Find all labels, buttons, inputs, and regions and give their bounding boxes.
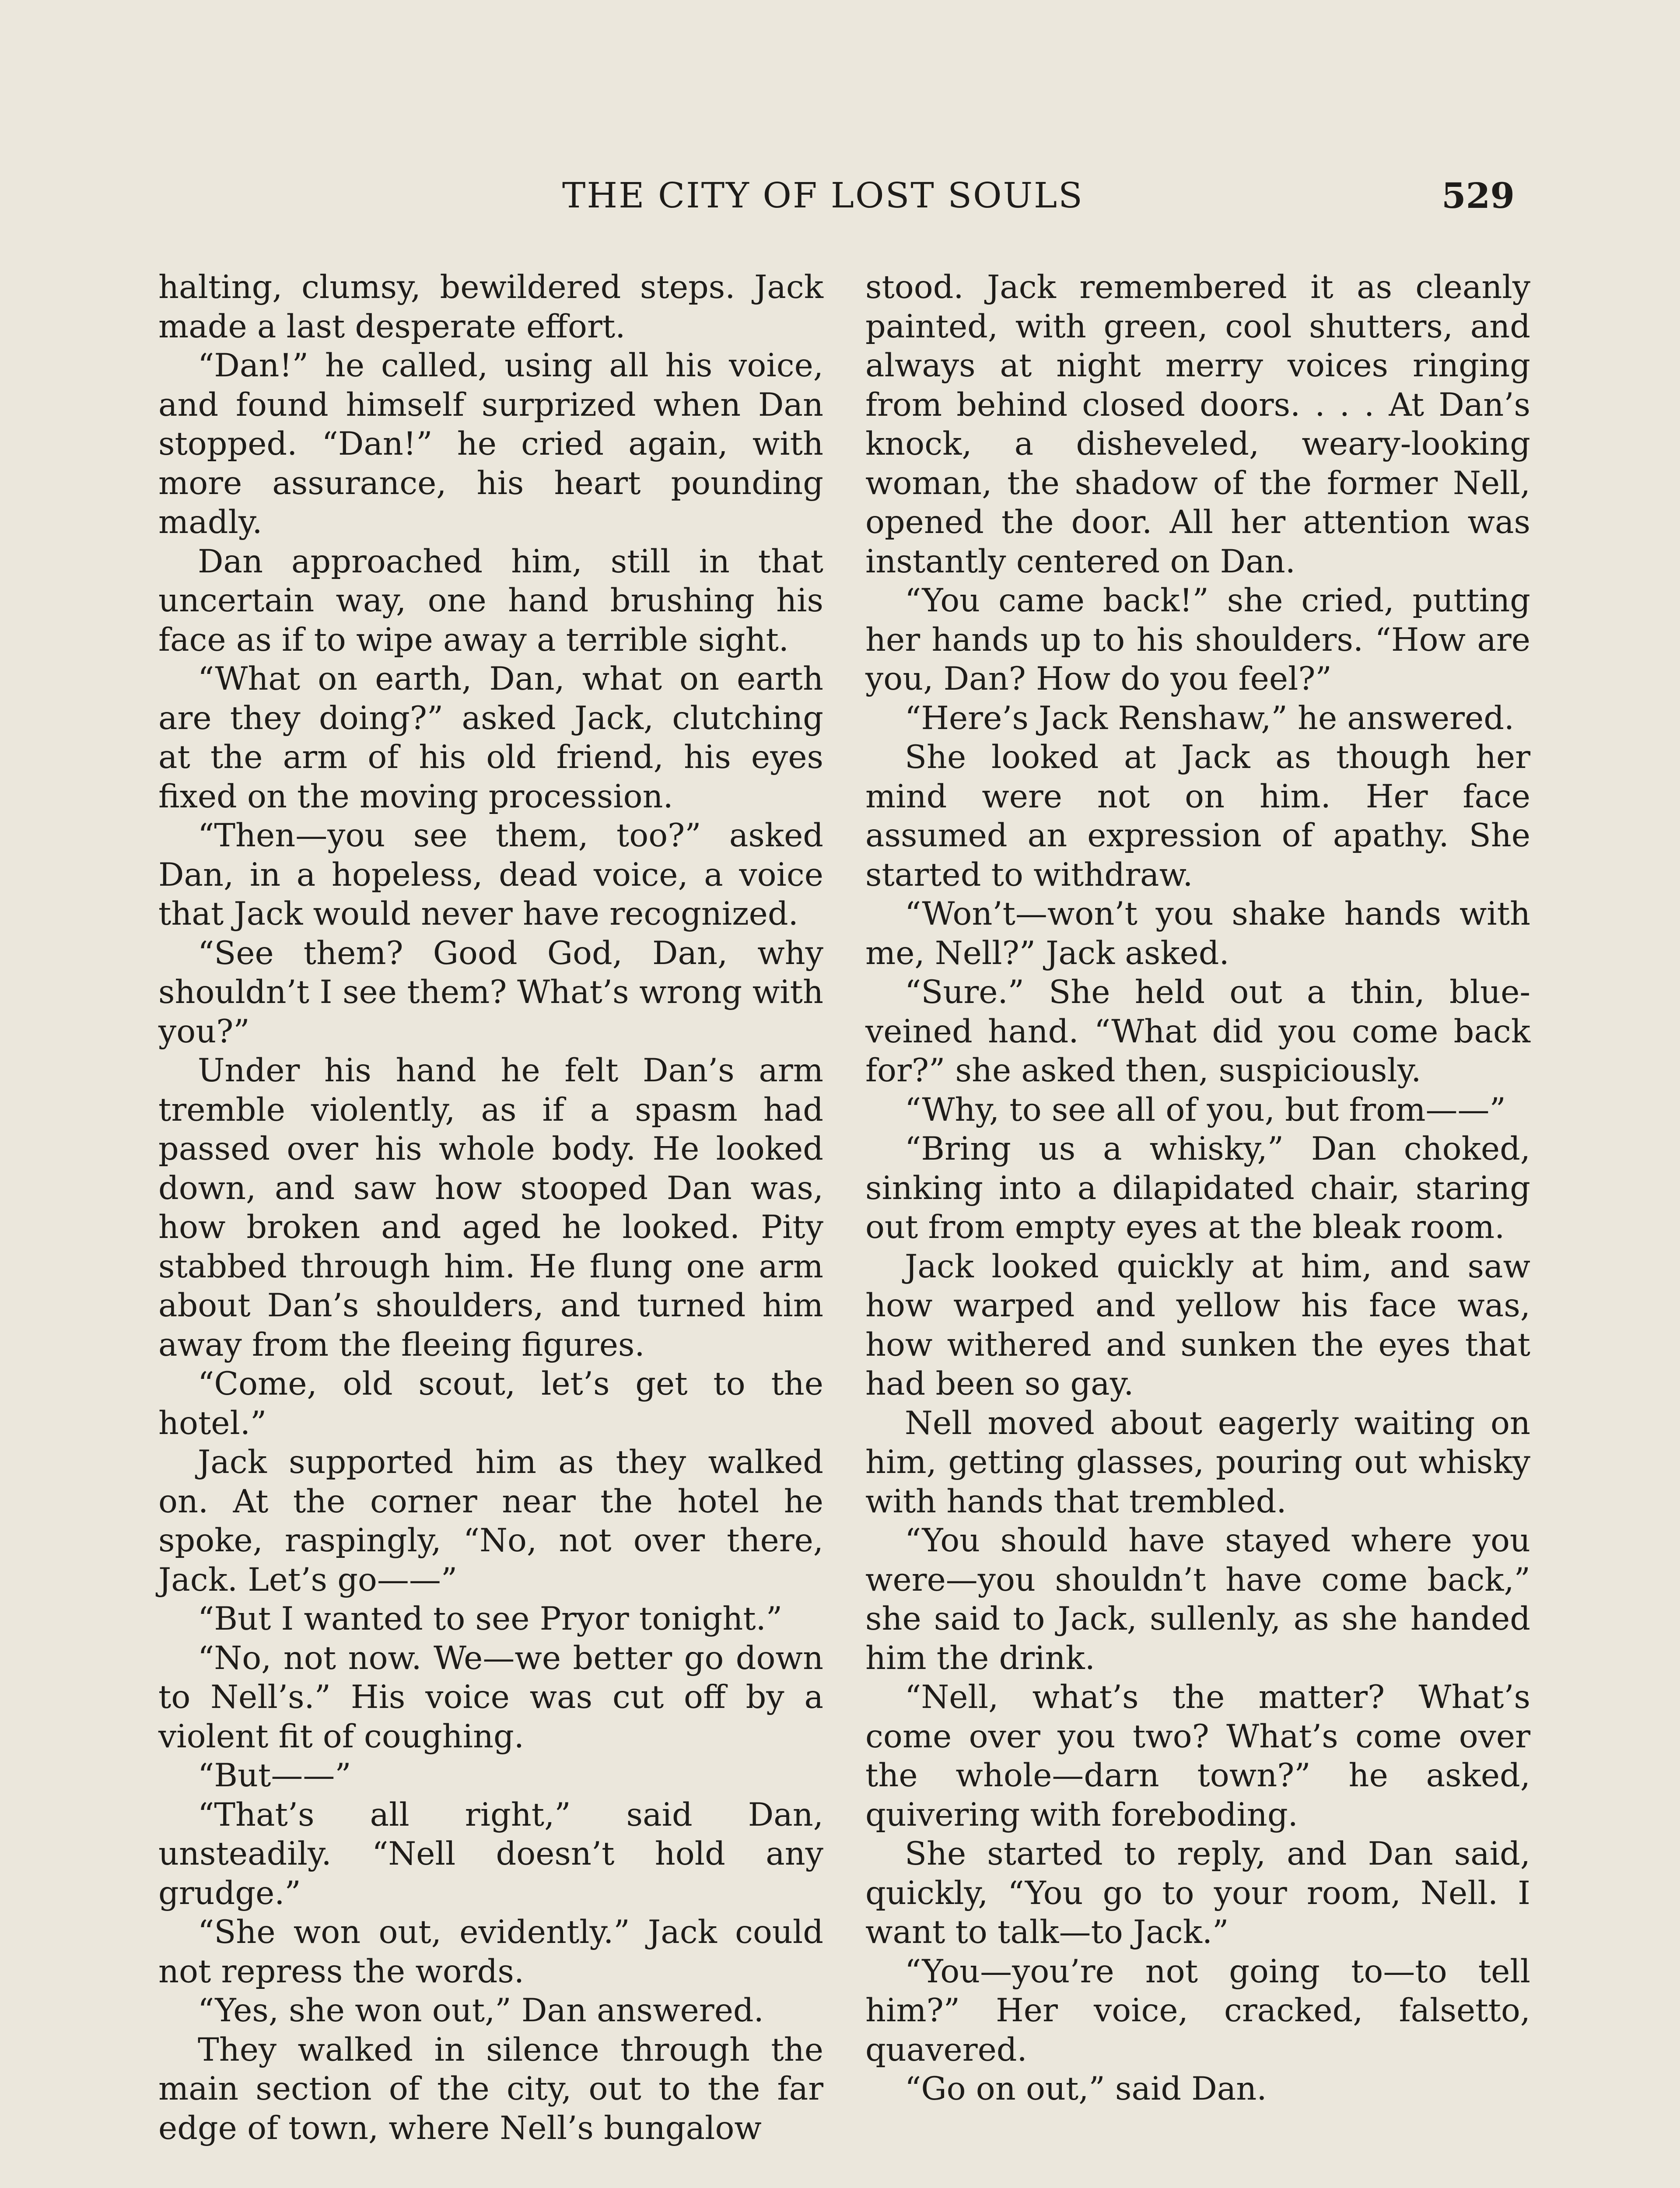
- paragraph: “Nell, what’s the matter? What’s come over you two? What’s come over the whole—darn town?” he asked, quivering with foreboding.: [865, 1679, 1530, 1834]
- paragraph: “Yes, she won out,” Dan answered.: [198, 1992, 764, 2029]
- paragraph: She looked at Jack as though her mind were not on him. Her face assumed an expression of apathy. She started to withdraw.: [865, 739, 1530, 894]
- paragraph: “But I wanted to see Pryor tonight.”: [198, 1600, 783, 1637]
- paragraph: They walked in silence through the main section of the city, out to the far edge of town, where Nell’s bungalow: [158, 2031, 823, 2147]
- paragraph: Under his hand he felt Dan’s arm tremble violently, as if a spasm had passed over his whole body. He looked down, and saw how stooped Dan was, how broken and aged he looked. Pity stabbed through him. He flung one arm about Dan’s shoulders, and turned him away from the fleeing figures.: [158, 1052, 823, 1364]
- paragraph: “Here’s Jack Renshaw,” he answered.: [905, 699, 1515, 737]
- paragraph: “Bring us a whisky,” Dan choked, sinking into a dilapidated chair, staring out from empty eyes at the bleak room.: [865, 1130, 1530, 1246]
- left-column: [158, 268, 823, 2148]
- paragraph: “What on earth, Dan, what on earth are they doing?” asked Jack, clutching at the arm of his old friend, his eyes fixed on the moving procession.: [158, 660, 823, 815]
- right-column: [865, 268, 1530, 2109]
- paragraph: Jack supported him as they walked on. At the corner near the hotel he spoke, raspingly, “No, not over there, Jack. Let’s go——”: [158, 1444, 823, 1599]
- paragraph: “Dan!” he called, using all his voice, and found himself surprized when Dan stopped. “Dan!” he cried again, with more assurance, his heart pounding madly.: [158, 347, 823, 541]
- page-number: 529: [1442, 175, 1515, 216]
- paragraph: Dan approached him, still in that uncertain way, one hand brushing his face as if to wipe away a terrible sight.: [158, 543, 823, 659]
- paragraph: “Sure.” She held out a thin, blue-veined hand. “What did you come back for?” she asked then, suspiciously.: [865, 974, 1530, 1089]
- paragraph: “You came back!” she cried, putting her hands up to his shoulders. “How are you, Dan? How do you feel?”: [865, 582, 1530, 698]
- paragraph: “But——”: [198, 1757, 351, 1794]
- running-title: THE CITY OF LOST SOULS: [562, 175, 1084, 216]
- paragraph: “Why, to see all of you, but from——”: [905, 1091, 1506, 1129]
- paragraph: “That’s all right,” said Dan, unsteadily. “Nell doesn’t hold any grudge.”: [158, 1796, 823, 1912]
- paragraph: “See them? Good God, Dan, why shouldn’t I see them? What’s wrong with you?”: [158, 934, 823, 1050]
- paragraph: “Won’t—won’t you shake hands with me, Nell?” Jack asked.: [865, 895, 1530, 972]
- paragraph: Jack looked quickly at him, and saw how warped and yellow his face was, how withered and sunken the eyes that had been so gay.: [865, 1248, 1530, 1403]
- paragraph: “Then—you see them, too?” asked Dan, in a hopeless, dead voice, a voice that Jack would never have recognized.: [158, 817, 823, 933]
- page-header: [0, 172, 1680, 220]
- paragraph: “You—you’re not going to—to tell him?” Her voice, cracked, falsetto, quavered.: [865, 1953, 1530, 2069]
- paragraph: “Come, old scout, let’s get to the hotel.”: [158, 1365, 823, 1442]
- paragraph: “No, not now. We—we better go down to Nell’s.” His voice was cut off by a violent fit of coughing.: [158, 1639, 823, 1755]
- paragraph: “Go on out,” said Dan.: [905, 2070, 1267, 2107]
- paragraph: halting, clumsy, bewildered steps. Jack made a last desperate effort.: [158, 269, 823, 345]
- paragraph: “You should have stayed where you were—you shouldn’t have come back,” she said to Jack, sullenly, as she handed him the drink.: [865, 1522, 1530, 1677]
- paragraph: Nell moved about eagerly waiting on him, getting glasses, pouring out whisky with hands that trembled.: [865, 1404, 1530, 1520]
- paragraph: “She won out, evidently.” Jack could not repress the words.: [158, 1914, 823, 1990]
- paragraph: She started to reply, and Dan said, quickly, “You go to your room, Nell. I want to talk—to Jack.”: [865, 1835, 1530, 1951]
- paragraph: stood. Jack remembered it as cleanly painted, with green, cool shutters, and always at night merry voices ringing from behind closed doors. . . . At Dan’s knock, a disheveled, weary-looking woman, the shadow of the former Nell, opened the door. All her attention was instantly centered on Dan.: [865, 269, 1530, 580]
